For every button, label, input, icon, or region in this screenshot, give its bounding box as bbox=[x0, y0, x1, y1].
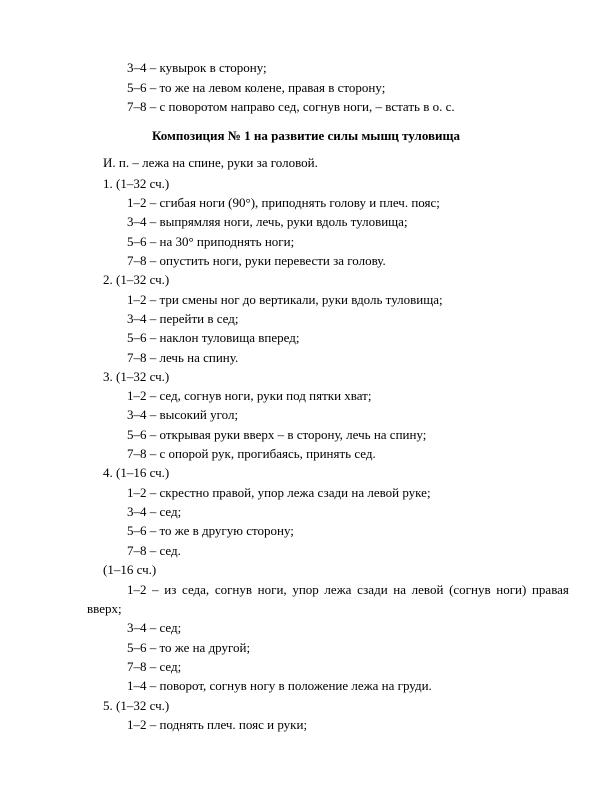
text-line: 7–8 – опустить ноги, руки перевести за голову. bbox=[127, 253, 386, 268]
word: правая bbox=[531, 582, 569, 597]
start-position: И. п. – лежа на спине, руки за головой. bbox=[103, 155, 318, 170]
text-line: 1–2 – сед, согнув ноги, руки под пятки хват; bbox=[127, 388, 372, 403]
text-line: 5–6 – то же на левом колене, правая в сторону; bbox=[127, 80, 386, 95]
part-heading: 4. (1–16 сч.) bbox=[103, 465, 170, 480]
text-line: 5–6 – то же на другой; bbox=[127, 640, 251, 655]
text-line: 1–2 – сгибая ноги (90°), приподнять голову и плеч. пояс; bbox=[127, 195, 440, 210]
text-line: 5–6 – на 30° приподнять ноги; bbox=[127, 234, 295, 249]
word: ноги) bbox=[496, 582, 527, 597]
word: (согнув bbox=[449, 582, 491, 597]
word: лежа bbox=[324, 582, 352, 597]
part-heading: 3. (1–32 сч.) bbox=[103, 369, 170, 384]
text-line: 5–6 – открывая руки вверх – в сторону, лечь на спину; bbox=[127, 427, 427, 442]
text-line: 5–6 – наклон туловища вперед; bbox=[127, 330, 300, 345]
text-line: 5–6 – то же в другую сторону; bbox=[127, 523, 294, 538]
text-line: 3–4 – сед; bbox=[127, 504, 182, 519]
word: из bbox=[164, 582, 177, 597]
text-line: 1–2 – скрестно правой, упор лежа сзади на левой руке; bbox=[127, 485, 431, 500]
word: упор bbox=[292, 582, 319, 597]
text-line: 3–4 – кувырок в сторону; bbox=[127, 60, 267, 75]
word: – bbox=[152, 582, 159, 597]
text-line: 1–2 – поднять плеч. пояс и руки; bbox=[127, 717, 308, 732]
part-heading: (1–16 сч.) bbox=[103, 562, 157, 577]
text-line: 3–4 – перейти в сед; bbox=[127, 311, 239, 326]
part-heading: 2. (1–32 сч.) bbox=[103, 272, 170, 287]
justified-line bbox=[127, 580, 569, 599]
word: на bbox=[393, 582, 407, 597]
part-heading: 1. (1–32 сч.) bbox=[103, 176, 170, 191]
text-line: 7–8 – сед; bbox=[127, 659, 182, 674]
text-line: 7–8 – лечь на спину. bbox=[127, 350, 239, 365]
word: 1–2 bbox=[127, 582, 147, 597]
word: левой bbox=[411, 582, 444, 597]
text-line: 7–8 – с опорой рук, прогибаясь, принять сед. bbox=[127, 446, 376, 461]
text-line: 3–4 – сед; bbox=[127, 620, 182, 635]
text-line: вверх; bbox=[87, 601, 122, 616]
word: ноги, bbox=[257, 582, 287, 597]
part-heading: 5. (1–32 сч.) bbox=[103, 698, 170, 713]
word: согнув bbox=[214, 582, 253, 597]
section-title: Композиция № 1 на развитие силы мышц туловища bbox=[151, 128, 461, 143]
text-line: 3–4 – высокий угол; bbox=[127, 407, 239, 422]
text-line: 3–4 – выпрямляя ноги, лечь, руки вдоль туловища; bbox=[127, 214, 408, 229]
word: седа, bbox=[182, 582, 210, 597]
text-line: 7–8 – с поворотом направо сед, согнув ноги, – встать в о. с. bbox=[127, 99, 455, 114]
text-line: 1–2 – три смены ног до вертикали, руки вдоль туловища; bbox=[127, 292, 443, 307]
text-line: 1–4 – поворот, согнув ногу в положение лежа на груди. bbox=[127, 678, 432, 693]
text-line: 7–8 – сед. bbox=[127, 543, 181, 558]
word: сзади bbox=[357, 582, 388, 597]
